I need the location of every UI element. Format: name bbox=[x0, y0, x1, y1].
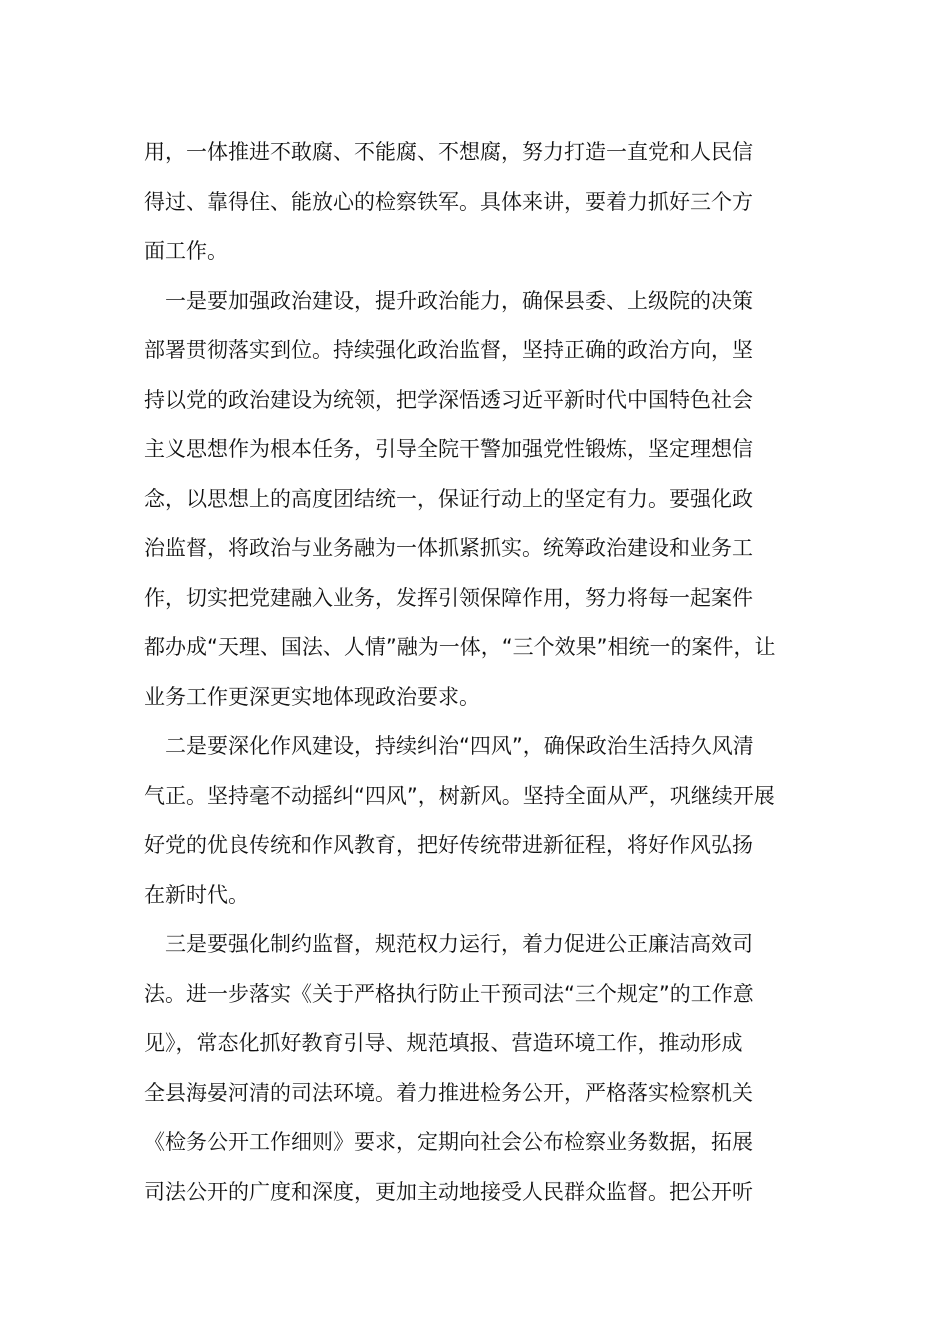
text-line: 三是要强化制约监督，规范权力运行，着力促进公正廉洁高效司 bbox=[144, 932, 753, 956]
body-text bbox=[144, 128, 812, 1217]
paragraph bbox=[144, 722, 812, 920]
text-line: 一是要加强政治建设，提升政治能力，确保县委、上级院的决策 bbox=[144, 288, 753, 313]
text-line: 持以党的政治建设为统领，把学深悟透习近平新时代中国特色社会 bbox=[144, 387, 753, 412]
paragraph bbox=[144, 920, 812, 1217]
text-line: 用，一体推进不敢腐、不能腐、不想腐，努力打造一直党和人民信 bbox=[144, 140, 753, 164]
text-line: 面工作。 bbox=[144, 239, 228, 263]
text-line: 全县海晏河清的司法环境。着力推进检务公开，严格落实检察机关 bbox=[144, 1080, 753, 1105]
text-line: 主义思想作为根本任务，引导全院干警加强党性锻炼，坚定理想信 bbox=[144, 437, 753, 461]
text-line: 念，以思想上的高度团结统一，保证行动上的坚定有力。要强化政 bbox=[144, 486, 753, 511]
paragraph bbox=[144, 128, 812, 277]
text-line: 气正。坚持毫不动摇纠“四风”，树新风。坚持全面从严，巩继续开展 bbox=[144, 783, 775, 808]
text-line: 司法公开的广度和深度，更加主动地接受人民群众监督。把公开听 bbox=[144, 1179, 753, 1204]
text-line: 法。进一步落实《关于严格执行防止干预司法“三个规定”的工作意 bbox=[144, 981, 754, 1006]
text-line: 在新时代。 bbox=[144, 882, 249, 907]
text-line: 都办成“天理、国法、人情”融为一体，“三个效果”相统一的案件，让 bbox=[144, 635, 776, 659]
text-line: 好党的优良传统和作风教育，把好传统带进新征程，将好作风弘扬 bbox=[144, 833, 753, 857]
text-line: 治监督，将政治与业务融为一体抓紧抓实。统筹政治建设和业务工 bbox=[144, 536, 753, 560]
paragraph bbox=[144, 277, 812, 723]
text-line: 部署贯彻落实到位。持续强化政治监督，坚持正确的政治方向，坚 bbox=[144, 338, 753, 362]
text-line: 《检务公开工作细则》要求，定期向社会公布检察业务数据，拓展 bbox=[144, 1130, 753, 1154]
text-line: 见》，常态化抓好教育引导、规范填报、营造环境工作，推动形成 bbox=[144, 1031, 743, 1055]
text-line: 得过、靠得住、能放心的检察铁军。具体来讲，要着力抓好三个方 bbox=[144, 189, 753, 214]
text-line: 业务工作更深更实地体现政治要求。 bbox=[144, 684, 480, 709]
text-line: 作，切实把党建融入业务，发挥引领保障作用，努力将每一起案件 bbox=[144, 585, 753, 610]
text-line: 二是要深化作风建设，持续纠治“四风”，确保政治生活持久风清 bbox=[144, 734, 754, 758]
